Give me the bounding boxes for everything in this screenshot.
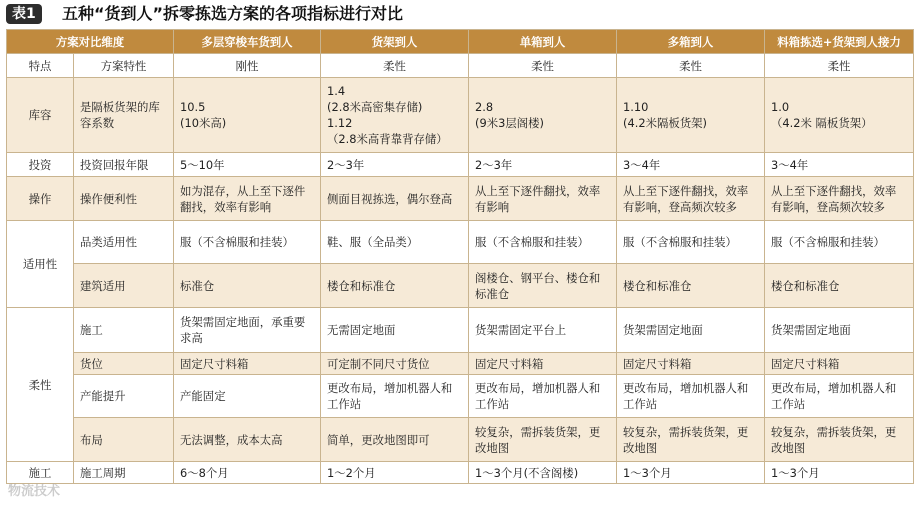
header-col-1: 多层穿梭车货到人 xyxy=(174,30,321,54)
header-row xyxy=(7,30,914,54)
row-shigong xyxy=(7,308,914,353)
row-pinlei xyxy=(7,221,914,264)
value-cell: 固定尺寸料箱 xyxy=(765,353,914,375)
value-cell: 2〜3年 xyxy=(321,153,469,177)
value-cell: 鞋、服（全品类） xyxy=(321,221,469,264)
category-cell: 适用性 xyxy=(7,221,74,308)
value-cell: 无法调整，成本太高 xyxy=(174,418,321,462)
value-cell: 货架需固定平台上 xyxy=(469,308,617,353)
value-cell: 阁楼仓、钢平台、楼仓和标准仓 xyxy=(469,264,617,308)
sub-cell: 方案特性 xyxy=(74,54,174,78)
value-cell: 如为混存，从上至下逐件翻找，效率有影响 xyxy=(174,177,321,221)
value-cell: 1〜2个月 xyxy=(321,462,469,484)
category-cell: 特点 xyxy=(7,54,74,78)
value-cell: 服（不含棉服和挂装） xyxy=(617,221,765,264)
value-cell: 柔性 xyxy=(765,54,914,78)
category-cell: 施工 xyxy=(7,462,74,484)
row-jianzhu xyxy=(7,264,914,308)
value-cell: 更改布局，增加机器人和工作站 xyxy=(617,375,765,418)
sub-cell: 建筑适用 xyxy=(74,264,174,308)
value-cell: 2〜3年 xyxy=(469,153,617,177)
value-cell: 固定尺寸料箱 xyxy=(617,353,765,375)
value-cell: 较复杂，需拆装货架，更改地图 xyxy=(617,418,765,462)
value-cell: 服（不含棉服和挂装） xyxy=(469,221,617,264)
value-cell: 服（不含棉服和挂装） xyxy=(174,221,321,264)
value-cell: 1.10 (4.2米隔板货架) xyxy=(617,78,765,153)
value-cell: 1〜3个月(不含阁楼) xyxy=(469,462,617,484)
value-cell: 1.0 （4.2米 隔板货架） xyxy=(765,78,914,153)
sub-cell: 是隔板货架的库容系数 xyxy=(74,78,174,153)
header-dimension: 方案对比维度 xyxy=(7,30,174,54)
value-cell: 标准仓 xyxy=(174,264,321,308)
value-cell: 货架需固定地面 xyxy=(765,308,914,353)
header-col-5: 料箱拣选+货架到人接力 xyxy=(765,30,914,54)
value-cell: 货架需固定地面 xyxy=(617,308,765,353)
value-cell: 1〜3个月 xyxy=(765,462,914,484)
value-cell: 10.5 (10米高) xyxy=(174,78,321,153)
value-cell: 更改布局，增加机器人和工作站 xyxy=(765,375,914,418)
value-cell: 2.8 (9米3层阁楼) xyxy=(469,78,617,153)
value-cell: 从上至下逐件翻找，效率有影响 xyxy=(469,177,617,221)
value-cell: 服（不含棉服和挂装） xyxy=(765,221,914,264)
value-cell: 货架需固定地面，承重要求高 xyxy=(174,308,321,353)
category-cell: 库容 xyxy=(7,78,74,153)
table-title: 五种“货到人”拆零拣选方案的各项指标进行对比 xyxy=(62,4,404,23)
row-caozuo xyxy=(7,177,914,221)
row-channeng xyxy=(7,375,914,418)
value-cell: 3〜4年 xyxy=(765,153,914,177)
row-buju xyxy=(7,418,914,462)
value-cell: 从上至下逐件翻找，效率有影响，登高频次较多 xyxy=(765,177,914,221)
value-cell: 较复杂，需拆装货架，更改地图 xyxy=(765,418,914,462)
value-cell: 可定制不同尺寸货位 xyxy=(321,353,469,375)
sub-cell: 品类适用性 xyxy=(74,221,174,264)
value-cell: 楼仓和标准仓 xyxy=(321,264,469,308)
category-cell: 投资 xyxy=(7,153,74,177)
value-cell: 较复杂，需拆装货架，更改地图 xyxy=(469,418,617,462)
header-col-4: 多箱到人 xyxy=(617,30,765,54)
row-tedian xyxy=(7,54,914,78)
value-cell: 3〜4年 xyxy=(617,153,765,177)
value-cell: 1.4 (2.8米高密集存储) 1.12 （2.8米高背靠背存储） xyxy=(321,78,469,153)
watermark: 物流技术 xyxy=(8,484,61,499)
value-cell: 柔性 xyxy=(469,54,617,78)
value-cell: 简单，更改地图即可 xyxy=(321,418,469,462)
value-cell: 固定尺寸料箱 xyxy=(469,353,617,375)
sub-cell: 投资回报年限 xyxy=(74,153,174,177)
sub-cell: 施工 xyxy=(74,308,174,353)
value-cell: 从上至下逐件翻找，效率有影响，登高频次较多 xyxy=(617,177,765,221)
table-number-tag: 表1 xyxy=(6,4,42,24)
value-cell: 楼仓和标准仓 xyxy=(765,264,914,308)
comparison-table xyxy=(6,29,914,484)
value-cell: 柔性 xyxy=(617,54,765,78)
title-bar xyxy=(0,0,919,28)
value-cell: 无需固定地面 xyxy=(321,308,469,353)
value-cell: 楼仓和标准仓 xyxy=(617,264,765,308)
value-cell: 侧面目视拣选，偶尔登高 xyxy=(321,177,469,221)
value-cell: 1〜3个月 xyxy=(617,462,765,484)
row-kurong xyxy=(7,78,914,153)
row-huowei xyxy=(7,353,914,375)
sub-cell: 布局 xyxy=(74,418,174,462)
value-cell: 更改布局，增加机器人和工作站 xyxy=(469,375,617,418)
category-cell: 操作 xyxy=(7,177,74,221)
value-cell: 产能固定 xyxy=(174,375,321,418)
sub-cell: 施工周期 xyxy=(74,462,174,484)
row-touzi xyxy=(7,153,914,177)
value-cell: 固定尺寸料箱 xyxy=(174,353,321,375)
sub-cell: 货位 xyxy=(74,353,174,375)
value-cell: 6〜8个月 xyxy=(174,462,321,484)
value-cell: 5〜10年 xyxy=(174,153,321,177)
header-col-2: 货架到人 xyxy=(321,30,469,54)
value-cell: 更改布局，增加机器人和工作站 xyxy=(321,375,469,418)
value-cell: 柔性 xyxy=(321,54,469,78)
category-cell: 柔性 xyxy=(7,308,74,462)
value-cell: 刚性 xyxy=(174,54,321,78)
sub-cell: 操作便利性 xyxy=(74,177,174,221)
row-shigongzhouqi xyxy=(7,462,914,484)
sub-cell: 产能提升 xyxy=(74,375,174,418)
header-col-3: 单箱到人 xyxy=(469,30,617,54)
